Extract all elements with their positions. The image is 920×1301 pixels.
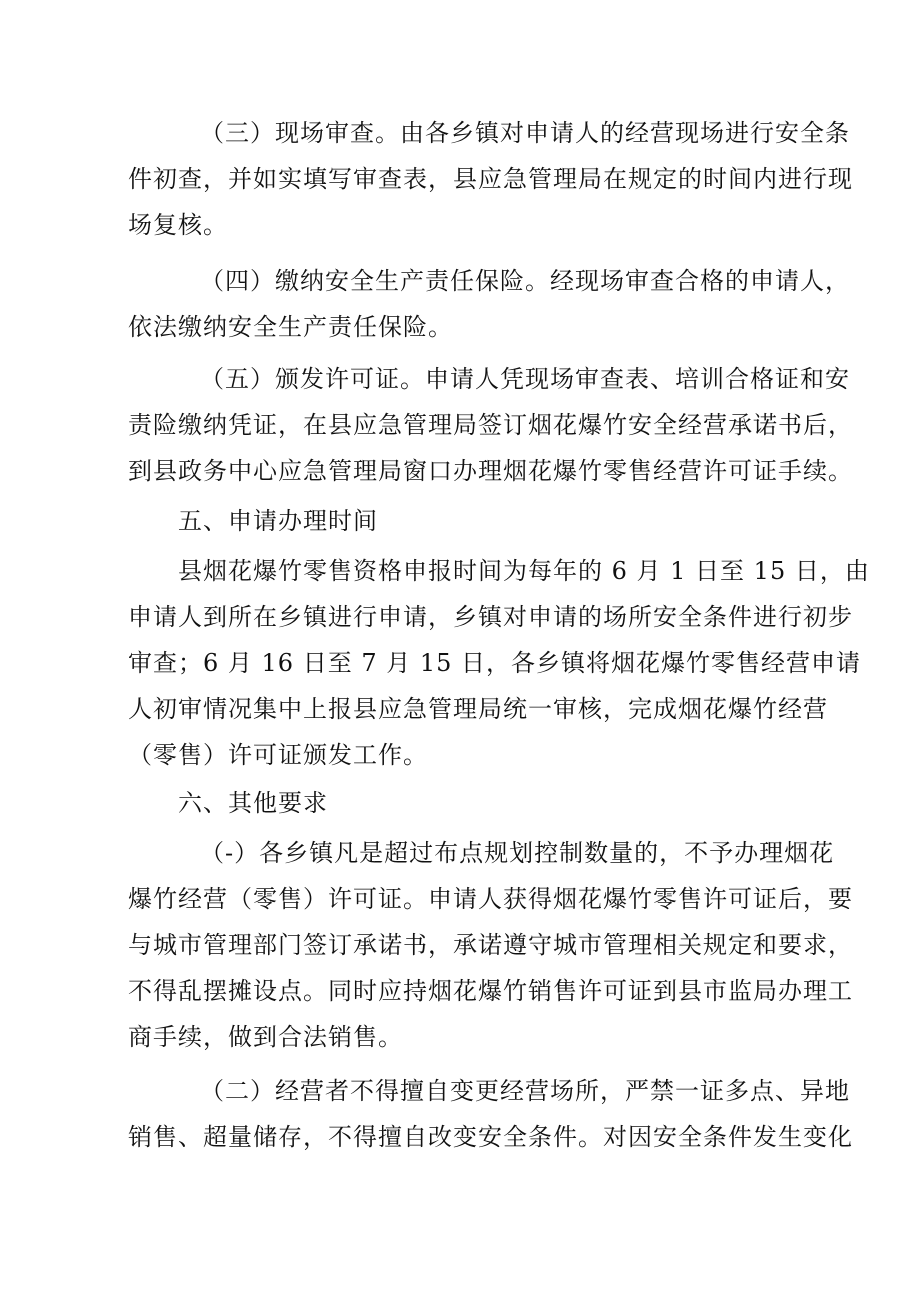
text-line: 件初查，并如实填写审查表，县应急管理局在规定的时间内进行现 <box>128 165 853 193</box>
text-line: 人初审情况集中上报县应急管理局统一审核，完成烟花爆竹经营 <box>128 695 828 723</box>
text-line: 商手续，做到合法销售。 <box>128 1023 403 1051</box>
text-line: 销售、超量储存，不得擅自改变安全条件。对因安全条件发生变化 <box>128 1123 853 1151</box>
text-line: （零售）许可证颁发工作。 <box>128 741 428 769</box>
text-line: 场复核。 <box>128 211 228 239</box>
section-heading: 六、其他要求 <box>178 789 328 817</box>
section-heading: 五、申请办理时间 <box>178 507 378 535</box>
text-line: 到县政务中心应急管理局窗口办理烟花爆竹零售经营许可证手续。 <box>128 457 853 485</box>
text-line: 申请人到所在乡镇进行申请，乡镇对申请的场所安全条件进行初步 <box>128 603 853 631</box>
text-line: 不得乱摆摊设点。同时应持烟花爆竹销售许可证到县市监局办理工 <box>128 977 853 1005</box>
text-line: （三）现场审查。由各乡镇对申请人的经营现场进行安全条 <box>200 119 850 147</box>
text-line: 与城市管理部门签订承诺书，承诺遵守城市管理相关规定和要求， <box>128 931 853 959</box>
text-line: 审查；6 月 16 日至 7 月 15 日，各乡镇将烟花爆竹零售经营申请 <box>128 649 862 677</box>
text-line: （五）颁发许可证。申请人凭现场审查表、培训合格证和安 <box>200 365 850 393</box>
text-line: （二）经营者不得擅自变更经营场所，严禁一证多点、异地 <box>200 1077 850 1105</box>
text-line: 责险缴纳凭证，在县应急管理局签订烟花爆竹安全经营承诺书后， <box>128 411 853 439</box>
text-line: 依法缴纳安全生产责任保险。 <box>128 313 453 341</box>
text-line: 爆竹经营（零售）许可证。申请人获得烟花爆竹零售许可证后，要 <box>128 885 853 913</box>
text-line: （-）各乡镇凡是超过布点规划控制数量的，不予办理烟花 <box>200 839 835 867</box>
text-line: 县烟花爆竹零售资格申报时间为每年的 6 月 1 日至 15 日，由 <box>178 557 870 585</box>
text-line: （四）缴纳安全生产责任保险。经现场审查合格的申请人， <box>200 267 850 295</box>
